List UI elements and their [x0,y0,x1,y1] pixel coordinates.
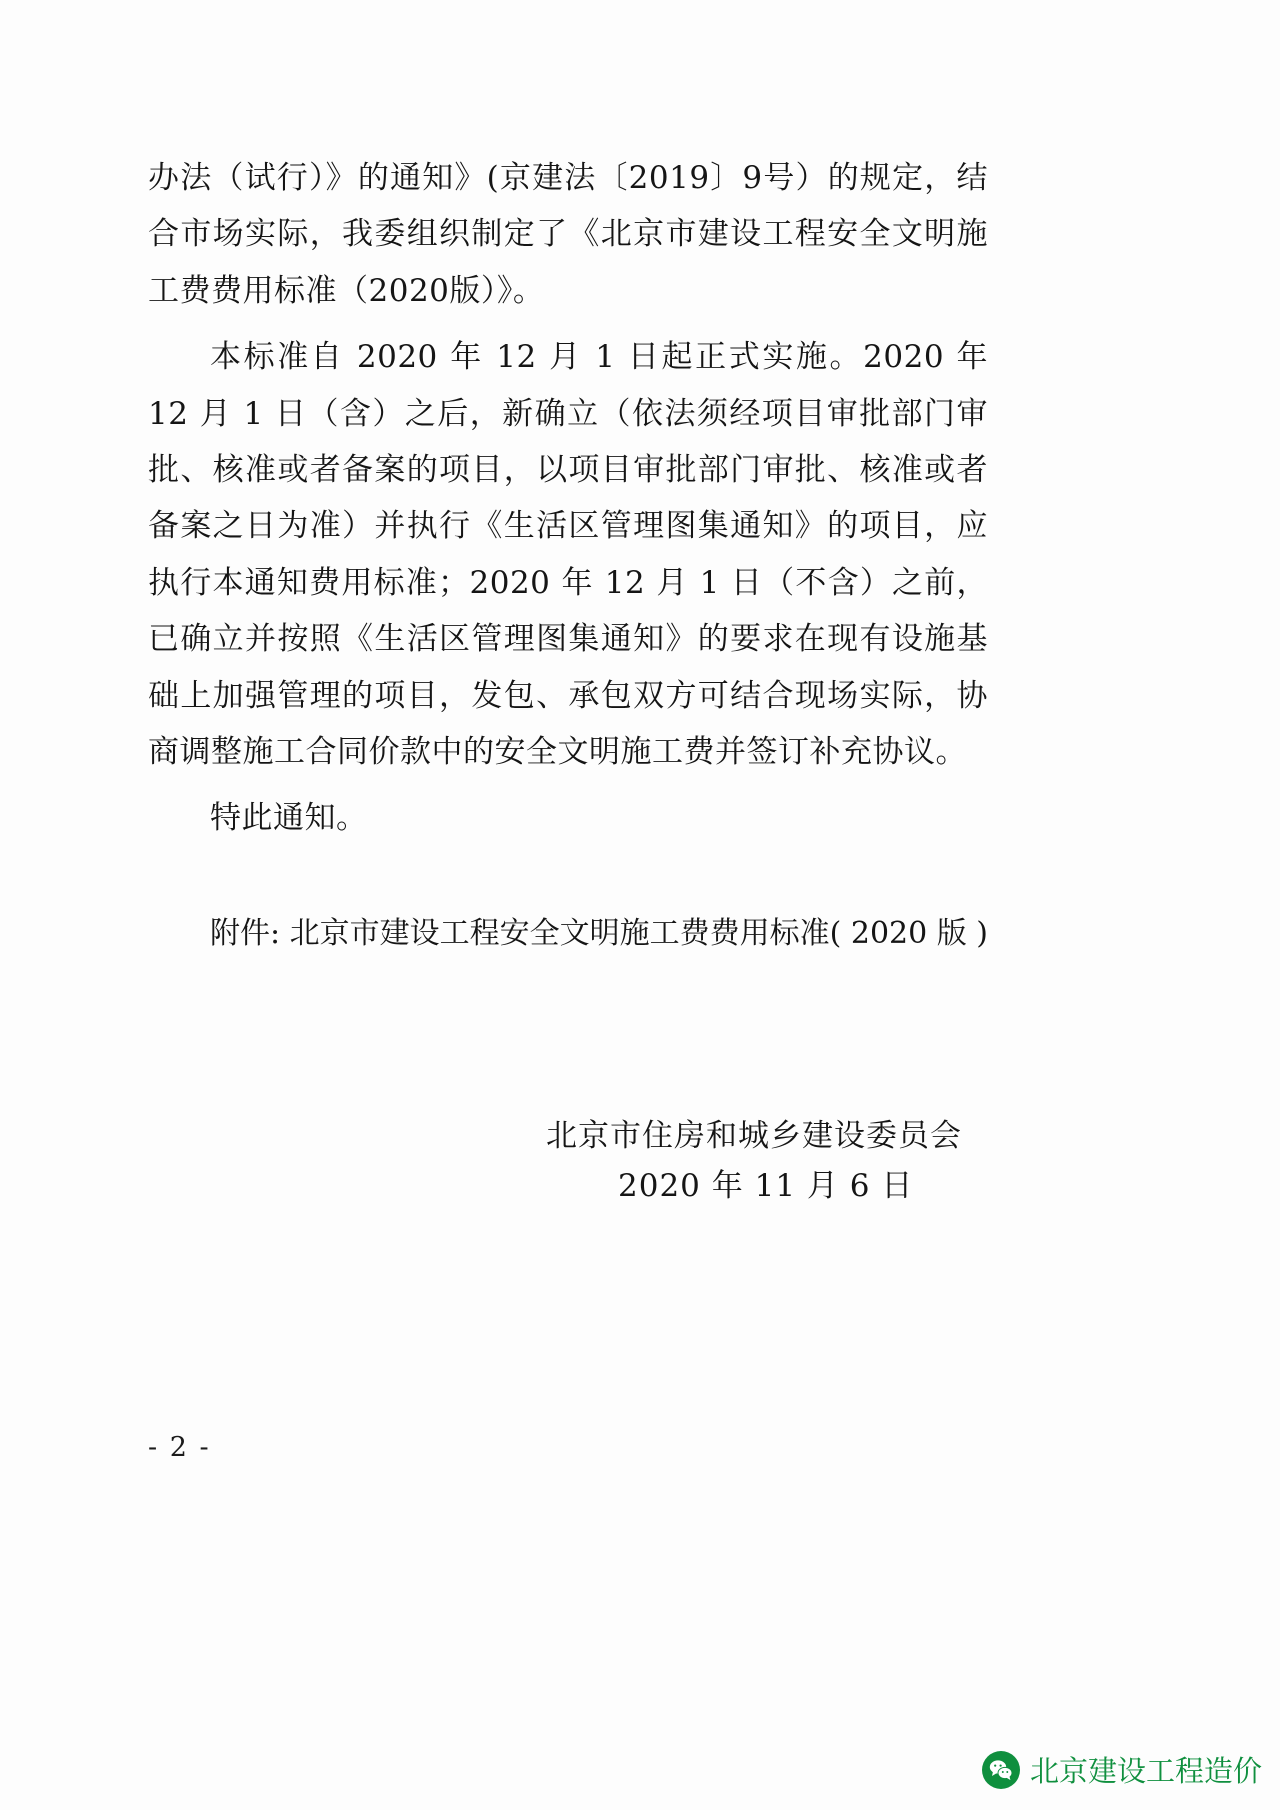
spacer-before-signature [148,961,988,1111]
paragraph-3: 特此通知。 [210,800,368,837]
spacer [148,851,988,907]
document-body [148,150,988,1211]
paragraph-2: 本标准自 2020 年 12 月 1 日起正式实施。2020 年 12 月 1 日（含）之后，新确立（依法须经项目审批部门审批、核准或者备案的项目，以项目审批部门审批、核准或者备案之日为准）并执行《生活区管理图集通知》的项目，应执行本通知费用标准；2020 年 12 月 1 日（不含）之前，已确立并按照《生活区管理图集通知》的要求在现有设施基础上加强管理的项目，发包、承包双方可结合现场实际，协商调整施工合同价款中的安全文明施工费并签订补充协议。 [148,339,988,771]
paragraph-1: 办法（试行）》的通知》(京建法〔2019〕9号）的规定，结合市场实际，我委组织制定了《北京市建设工程安全文明施工费费用标准（2020版）》。 [148,160,988,309]
signature-date: 2020 年 11 月 6 日 [618,1168,914,1205]
attachment-line: 附件: 北京市建设工程安全文明施工费费用标准( 2020 版 ) [210,915,989,951]
watermark [982,1749,1262,1790]
signature-block [148,1111,988,1211]
wechat-icon [982,1751,1020,1789]
signature-organization: 北京市住房和城乡建设委员会 [546,1117,962,1154]
page-number: - 2 - [148,1432,211,1463]
watermark-text: 北京建设工程造价 [1029,1754,1262,1788]
